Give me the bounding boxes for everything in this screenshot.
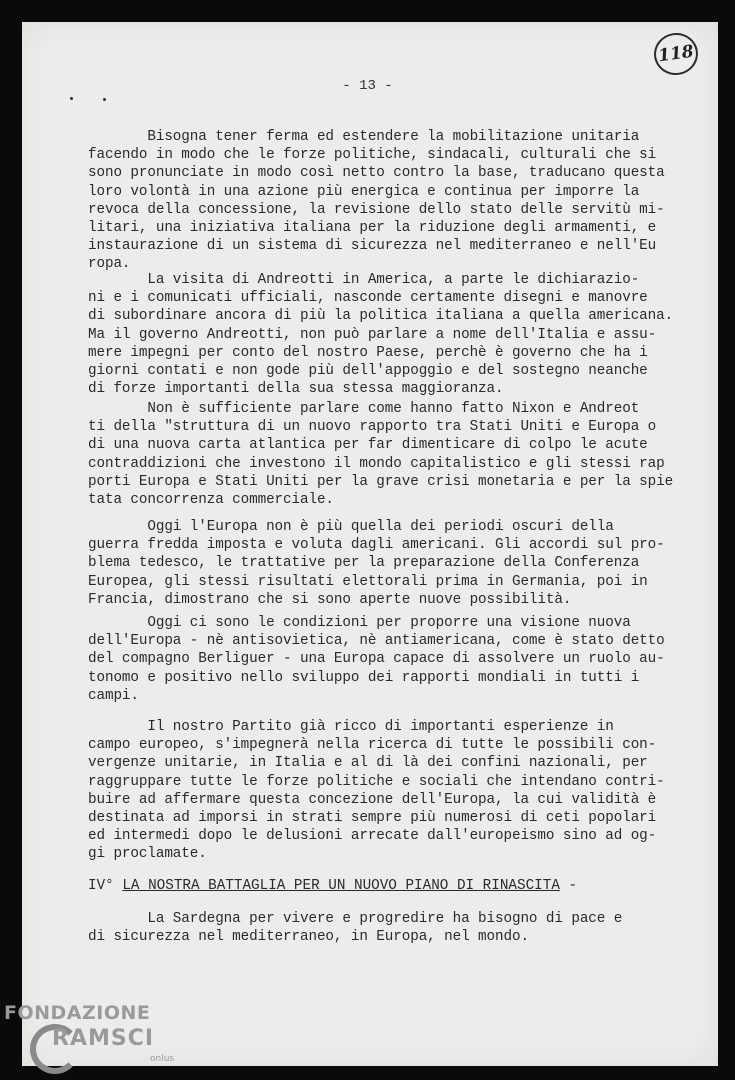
paragraph-1: Bisogna tener ferma ed estendere la mobilitazione unitaria facendo in modo che le forze politiche, sindacali, culturali che si sono pronunciate in modo così netto contro la base, traducano questa loro volontà in una azione più energica e continua per imporre la revoca della concessione, la revisione dello stato delle servitù mi- litari, una iniziativa italiana per la riduzione degli armamenti, e instaurazione di un sistema di sicurezza nel mediterraneo e nell'Eu ropa. [88, 129, 665, 273]
paragraph-2: La visita di Andreotti in America, a parte le dichiarazio- ni e i comunicati ufficiali, nasconde certamente disegni e manovre di subordinare ancora di più la politica italiana a quella americana. Ma il governo Andreotti, non può parlare a nome dell'Italia e assu- mere impegni per conto del nostro Paese, perchè è governo che ha i giorni contati e non gode più dell'appoggio e del sostegno neanche di forze importanti della sua stessa maggioranza. [88, 272, 674, 398]
section-heading [88, 877, 577, 895]
watermark-line-1: FONDAZIONE [4, 1002, 151, 1024]
archive-number-stamp: 118 [651, 30, 700, 78]
paper-mark [70, 97, 73, 100]
section-number: IV° [88, 878, 114, 894]
watermark-line-2: RAMSCI [52, 1026, 155, 1051]
watermark-sub: onlus [150, 1054, 175, 1064]
section-heading-suffix: - [559, 878, 578, 894]
paragraph-6: Il nostro Partito già ricco di importanti esperienze in campo europeo, s'impegnerà nella ricerca di tutte le possibili con- vergenze unitarie, in Italia e al di là dei confini nazionali, per raggruppare tutte le forze politiche e sociali che intendano contri- buire ad affermare questa concezione dell'Europa, la cui validità è destinata ad imporsi in strati sempre più numerosi di ceti popolari ed intermedi dopo le delusioni arrecate dall'europeismo sino ad og- gi proclamate. [88, 719, 665, 863]
paragraph-3: Non è sufficiente parlare come hanno fatto Nixon e Andreot ti della "struttura di un nuovo rapporto tra Stati Uniti e Europa o di una nuova carta atlantica per far dimenticare di colpo le acute contraddizioni che investono il mondo capitalistico e gli stessi rap porti Europa e Stati Uniti per la grave crisi monetaria e per la spie tata concorrenza commerciale. [88, 401, 674, 509]
paper-mark [103, 98, 106, 101]
section-title: LA NOSTRA BATTAGLIA PER UN NUOVO PIANO DI RINASCITA [122, 878, 560, 894]
paragraph-4: Oggi l'Europa non è più quella dei periodi oscuri della guerra fredda imposta e voluta dagli americani. Gli accordi sul pro- blema tedesco, le trattative per la preparazione della Conferenza Europea, gli stessi risultati elettorali prima in Germania, poi in Francia, dimostrano che si sono aperte nuove possibilità. [88, 519, 665, 608]
paragraph-7: La Sardegna per vivere e progredire ha bisogno di pace e di sicurezza nel mediterraneo, in Europa, nel mondo. [88, 911, 623, 946]
paragraph-5: Oggi ci sono le condizioni per proporre una visione nuova dell'Europa - nè antisovietica, nè antiamericana, come è stato detto del compagno Berliguer - una Europa capace di assolvere un ruolo au- tonomo e positivo nello sviluppo dei rapporti mondiali in tutti i campi. [88, 615, 665, 704]
page-number: - 13 - [342, 78, 393, 94]
fondazione-gramsci-watermark [4, 1002, 194, 1076]
